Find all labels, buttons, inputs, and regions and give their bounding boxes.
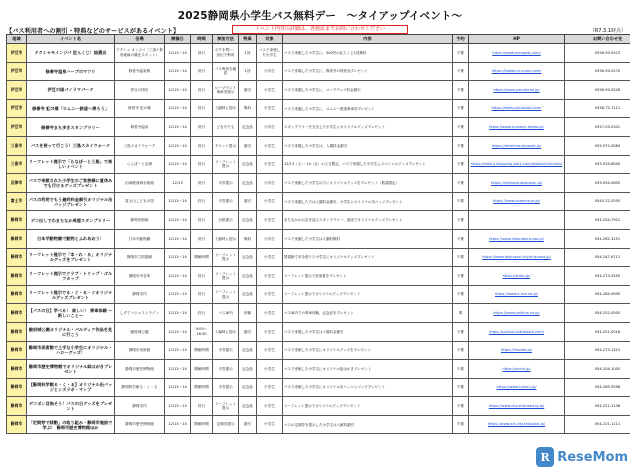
row-perk: 記念品 [239, 360, 257, 379]
table-row [7, 44, 631, 63]
row-time: 終日 [191, 267, 213, 286]
row-event-name: バスを使って行こう！三島スカイウォーク [27, 136, 115, 155]
row-contact: 054-273-1515 [565, 341, 631, 360]
row-contact: 054-252-0505 [565, 304, 631, 323]
header-perk: 特典 [239, 35, 257, 44]
row-venue: 静岡市内 [115, 285, 165, 304]
row-contact: 0558-99-0228 [565, 81, 631, 100]
row-area: 伊豆市 [7, 118, 27, 137]
row-contact: 054-262-3251 [565, 229, 631, 248]
row-date: 12/13〜14 [165, 378, 191, 397]
row-area: 静岡市 [7, 248, 27, 267]
row-target: 小学生 [257, 174, 283, 193]
row-venue: ららぽーと沼津 [115, 155, 165, 174]
table-row [7, 322, 631, 341]
row-reserve: 不要 [453, 192, 469, 211]
row-venue: 静岡市美術館 [115, 341, 165, 360]
row-target: 小学生 [257, 267, 283, 286]
row-time: 9:00〜16:30 [191, 322, 213, 341]
row-content: リーフレット提示でオリジナルグッズプレゼント [283, 285, 453, 304]
row-event-name: 静岡市美術館で上手な小学生にオリジナル・ハローグッズ！ [27, 341, 115, 360]
row-date: 12/13〜14 [165, 62, 191, 81]
row-date: 12/13〜14 [165, 155, 191, 174]
row-time: 終日 [191, 304, 213, 323]
row-date: 12/13〜14 [165, 415, 191, 434]
row-hp-link[interactable]: https://www.art.city.shizuoka.jp/ [469, 415, 565, 434]
row-contact: 055-929-8000 [565, 155, 631, 174]
row-hp-link[interactable]: https://mishima-skywalk.jp/ [469, 136, 565, 155]
table-row [7, 360, 631, 379]
row-venue: 修善寺温泉 [115, 118, 165, 137]
header-content: 内容 [283, 35, 453, 44]
row-target: 小学生 [257, 285, 283, 304]
row-date: 12/13〜14 [165, 248, 191, 267]
table-row [7, 378, 631, 397]
row-target: 小学生 [257, 304, 283, 323]
header-area: 地域 [7, 35, 27, 44]
row-hp-link[interactable]: https://kobito.hi-craen.com/ [469, 62, 565, 81]
row-method: 半券提示 [213, 341, 239, 360]
table-header-row [7, 35, 631, 44]
row-perk: 記念品 [239, 341, 257, 360]
row-target: 小学生 [257, 81, 283, 100]
table-row [7, 192, 631, 211]
row-event-name: 【静岡科学館る・く・る】オリジナル缶バッジとシズラボ・マップ [27, 378, 115, 397]
row-time: 終日 [191, 192, 213, 211]
row-perk: 割引 [239, 81, 257, 100]
row-method: リーフレット提示 [213, 248, 239, 267]
row-hp-link[interactable]: https://www.orangest.com/ [469, 44, 565, 63]
row-area: 静岡市 [7, 397, 27, 416]
row-target: 小学生 [257, 229, 283, 248]
row-contact: 054-289-3598 [565, 378, 631, 397]
row-target: 小学生 [257, 192, 283, 211]
row-reserve: 不要 [453, 378, 469, 397]
row-method: 半券提示 [213, 174, 239, 193]
row-time: 開館時間 [191, 378, 213, 397]
row-contact: 054-273-3555 [565, 267, 631, 286]
row-perk: 記念品 [239, 118, 257, 137]
header-venue: 会場 [115, 35, 165, 44]
table-row [7, 304, 631, 323]
row-event-name: 修善寺温泉ハーブのマツリ [27, 62, 115, 81]
row-content: バスで来園した方は入園料金割引、小学生にオリジナル缶バッジプレゼント [283, 192, 453, 211]
row-date: 12/13〜14 [165, 118, 191, 137]
row-method: ロープウェイ乗車券提示 [213, 81, 239, 100]
row-date: 12/13〜14 [165, 211, 191, 230]
row-reserve: 不要 [453, 248, 469, 267]
row-method: リーフレット提示 [213, 285, 239, 304]
row-time: 終日 [191, 155, 213, 174]
table-row [7, 285, 631, 304]
page-title: 2025静岡県小学生バス無料デー ～タイアップイベント～ [177, 10, 463, 22]
row-venue: 富士山こどもの国 [115, 192, 165, 211]
row-time: 終日 [191, 44, 213, 63]
row-perk: 記念品 [239, 174, 257, 193]
resemom-logo-text: ReseMom [557, 449, 628, 465]
header-reserve: 予約 [453, 35, 469, 44]
row-area: 静岡市 [7, 285, 27, 304]
row-target: バスで来館した小学生 [257, 44, 283, 63]
row-venue: 静岡市歴史博物館 [115, 360, 165, 379]
row-contact: 054-254-7921 [565, 211, 631, 230]
row-date: 12/13〜14 [165, 341, 191, 360]
row-hp-link[interactable]: https://www.rukuru.jp/ [469, 378, 565, 397]
row-venue: しずてつジャストライン [115, 304, 165, 323]
row-time: 終日 [191, 81, 213, 100]
row-area: 伊豆市 [7, 81, 27, 100]
row-perk: 記念品 [239, 211, 257, 230]
row-content: バスで来館した小学生にオリジナル絵はがきプレゼント [283, 360, 453, 379]
resemom-watermark [536, 447, 628, 467]
row-hp-link[interactable]: https://shizubi.jp/ [469, 341, 565, 360]
row-target: 小学生 [257, 322, 283, 341]
row-venue: 静岡市歴史博物館 [115, 415, 165, 434]
row-target: 小学生 [257, 136, 283, 155]
row-method: バス利用を確認 [213, 62, 239, 81]
row-content: 12/13（土）・14（日）の土日限定、バスで来場した小学生にスペシャルグッズプレゼント [283, 155, 453, 174]
header-date: 開催日 [165, 35, 191, 44]
row-perk: 無料 [239, 229, 257, 248]
header-method: 参加方法 [213, 35, 239, 44]
row-contact: 0558-99-0270 [565, 62, 631, 81]
row-hp-link[interactable] [469, 211, 565, 230]
row-perk: 体験 [239, 304, 257, 323]
row-event-name: デコ出しでわまちなか周遊スタンプラリー [27, 211, 115, 230]
row-area: 静岡市 [7, 211, 27, 230]
row-target: 小学生 [257, 397, 283, 416]
row-event-name: 駿府城公園オリジナル・バルディア作品を見に行こう [27, 322, 115, 341]
row-date: 12/13〜14 [165, 267, 191, 286]
table-row [7, 397, 631, 416]
row-area: 伊豆市 [7, 99, 27, 118]
table-row [7, 211, 631, 230]
row-date: 12/13〜14 [165, 81, 191, 100]
row-event-name: 修善寺 虹の郷「ロムニー鉄道ヘ乗ろう」 [27, 99, 115, 118]
row-perk: 記念品 [239, 267, 257, 286]
row-event-name: 「定期券で移動」の取り組み・静岡市施設で学ぶ！ 静岡市歴史博物館ほか [27, 415, 115, 434]
row-date: 12/13〜14 [165, 322, 191, 341]
row-content: バスで来園した小学生は入園料無料 [283, 229, 453, 248]
row-perk: 割引 [239, 136, 257, 155]
row-reserve: 不要 [453, 285, 469, 304]
row-contact: 054-221-1136 [565, 397, 631, 416]
row-event-name: リーフレット提示でる・ぐ・る・ぐオリジナルグッズプレゼント [27, 285, 115, 304]
table-row [7, 341, 631, 360]
row-method: チケット提示 [213, 136, 239, 155]
row-area: 静岡市 [7, 267, 27, 286]
row-venue: 駿府城公園 [115, 322, 165, 341]
row-hp-link[interactable]: https://www.city.shizuoka.lg.jp/ [469, 397, 565, 416]
row-content: スタンプラリーを完走した小学生にオリジナルグッズプレゼント [283, 118, 453, 137]
row-content: バスで来館した小学生の方にオリジナルグッズをプレゼント（数量限定） [283, 174, 453, 193]
row-date: 12/13〜14 [165, 99, 191, 118]
row-target: 小学生 [257, 415, 283, 434]
header-hp: HP [469, 35, 565, 44]
row-area: 静岡市 [7, 304, 27, 323]
row-content: リーフレット提示でオリジナルグッズプレゼント [283, 397, 453, 416]
row-venue: 静岡科学館る・く・る [115, 378, 165, 397]
row-reserve: 不要 [453, 44, 469, 63]
row-target: 小学生 [257, 341, 283, 360]
row-event-name: リーフレット提示で「本・れ・る」オリジナルグッズをプレゼント [27, 248, 115, 267]
row-event-name: テクシャモインジパ 匠んくじ！抽選会 [27, 44, 115, 63]
row-content: バスで来場した小学生に、修善寺の特産品プレゼント [283, 62, 453, 81]
row-venue: 静岡市内各所 [115, 267, 165, 286]
table-row [7, 248, 631, 267]
row-venue: テクシャ オンジパ（三島+賀茂地域の観光スポット） [115, 44, 165, 63]
row-venue: 三島スカイウォーク [115, 136, 165, 155]
row-area: 三島市 [7, 136, 27, 155]
row-area: 沼津市 [7, 174, 27, 193]
row-reserve: 不要 [453, 211, 469, 230]
table-row [7, 118, 631, 137]
row-reserve: 不要 [453, 360, 469, 379]
row-content: バスで来館した小学生に、300円の匠んくじ1回無料 [283, 44, 453, 63]
row-time: 終日 [191, 174, 213, 193]
header-contact: お問い合わせ先 [565, 35, 631, 44]
row-hp-link[interactable]: https://www.syuzenji-kanko.jp/ [469, 118, 565, 137]
row-venue: 静岡市立図書館 [115, 248, 165, 267]
row-reserve: 不要 [453, 118, 469, 137]
row-reserve: 要 [453, 304, 469, 323]
row-venue: 修善寺 虹の郷 [115, 99, 165, 118]
row-venue: 伊豆の国市 [115, 81, 165, 100]
row-contact: 0545-22-5555 [565, 192, 631, 211]
row-perk: 記念品 [239, 285, 257, 304]
row-event-name: リーフレット提示でクラブ・トリップ・ゴルフカップ [27, 267, 115, 286]
section-heading: 【バス利用者への割引・特典などのサービスがあるイベント】 [6, 28, 180, 35]
row-date: 12/13〜14 [165, 44, 191, 63]
row-method: リーフレット提示 [213, 397, 239, 416]
row-method: 入場時に提示 [213, 322, 239, 341]
table-row [7, 99, 631, 118]
row-content: バスで来場した小学生は入場料金割引 [283, 322, 453, 341]
row-target: 小学生 [257, 211, 283, 230]
row-method: 入園時に提示 [213, 99, 239, 118]
row-hp-link[interactable]: https://mitsui-shopping-park.com/lalaport/numazu/ [469, 155, 565, 174]
notice-box: イベント内容の詳細は、各施設までお問い合わせください [232, 25, 408, 34]
row-perk: 割引 [239, 192, 257, 211]
row-hp-link[interactable]: https://www.kodomo.or.jp/ [469, 192, 565, 211]
row-perk: 1回 [239, 62, 257, 81]
date-note: （R7.3.1時点） [589, 28, 626, 34]
table-row [7, 155, 631, 174]
row-area: 静岡市 [7, 360, 27, 379]
row-reserve: 不要 [453, 341, 469, 360]
row-target: 小学生 [257, 62, 283, 81]
row-date: 12/13〜14 [165, 285, 191, 304]
row-event-name: リーフレット提示で「らなぽーと三島」で楽しいイベント [27, 155, 115, 174]
row-time: 開館時間 [191, 415, 213, 434]
row-method: リーフレット提示 [213, 267, 239, 286]
row-date: 12/13〜14 [165, 229, 191, 248]
row-method: 半券提示 [213, 378, 239, 397]
row-reserve: 不要 [453, 99, 469, 118]
table-row [7, 136, 631, 155]
table-row [7, 229, 631, 248]
row-date: 12/13〜14 [165, 360, 191, 379]
table-row [7, 174, 631, 193]
row-perk: 1回 [239, 44, 257, 63]
row-content: バスで来館した小学生にオリジナル缶バッジとマッププレゼント [283, 378, 453, 397]
row-venue: 日本平動物園 [115, 229, 165, 248]
row-target: 小学生 [257, 378, 283, 397]
header-time: 時間 [191, 35, 213, 44]
row-time: 終日 [191, 136, 213, 155]
row-content: バスで来館した小学生にオリジナルグッズをプレゼント [283, 341, 453, 360]
row-hp-link[interactable]: https://www.nijinosato.com/ [469, 99, 565, 118]
events-table-wrapper [6, 34, 630, 470]
row-reserve: 不要 [453, 229, 469, 248]
row-area: 静岡市 [7, 378, 27, 397]
row-date: 12/13〜14 [165, 192, 191, 211]
row-perk: 記念品 [239, 248, 257, 267]
row-reserve: 不要 [453, 267, 469, 286]
row-venue: 沼津港深海水族館 [115, 174, 165, 193]
row-contact: 0558-72-7111 [565, 99, 631, 118]
row-time: 開館時間 [191, 360, 213, 379]
row-contact: 055-972-0084 [565, 136, 631, 155]
row-area: 伊豆市 [7, 62, 27, 81]
row-method: 半券提示 [213, 192, 239, 211]
row-perk: 記念品 [239, 378, 257, 397]
row-contact: 0557-03-5301 [565, 118, 631, 137]
table-row [7, 62, 631, 81]
row-area: 伊豆市 [7, 44, 27, 63]
row-event-name: バスの利用でもう最終料金割引オリジナル缶バッジプレゼント [27, 192, 115, 211]
row-method: ボクを買い、宣伝で利用 [213, 44, 239, 63]
row-venue: 静岡市内 [115, 397, 165, 416]
row-time: 開館時間 [191, 248, 213, 267]
table-row [7, 267, 631, 286]
row-contact: 0558-99-0523 [565, 44, 631, 63]
row-target: 小学生 [257, 248, 283, 267]
row-hp-link[interactable]: https://shinkaisuizokukan.jp/ [469, 174, 565, 193]
row-time: 終日 [191, 62, 213, 81]
row-hp-link[interactable]: https://shizu.jp/ [469, 267, 565, 286]
row-content: バスの定期券を提示した小学生は入館料割引 [283, 415, 453, 434]
row-venue: 修善寺温泉街 [115, 62, 165, 81]
row-contact: 054-204-1005 [565, 360, 631, 379]
row-area: 静岡市 [7, 341, 27, 360]
row-method: 定期券提示 [213, 415, 239, 434]
row-time: 終日 [191, 397, 213, 416]
row-venue: 静岡市街地 [115, 211, 165, 230]
row-target: 小学生 [257, 118, 283, 137]
row-reserve: 不要 [453, 174, 469, 193]
row-content: バス車内での乗車体験、記念品をプレゼント [283, 304, 453, 323]
row-method: 半券提示 [213, 360, 239, 379]
row-hp-link[interactable]: https://www.nihondaira-zoo.jp/ [469, 229, 565, 248]
row-perk: 割引 [239, 415, 257, 434]
row-reserve: 不要 [453, 155, 469, 174]
row-reserve: 不要 [453, 397, 469, 416]
row-area: 三島市 [7, 155, 27, 174]
row-area: 静岡市 [7, 322, 27, 341]
header-target: 対象 [257, 35, 283, 44]
row-hp-link[interactable]: https://www.justline.co.jp/ [469, 304, 565, 323]
row-area: 静岡市 [7, 415, 27, 434]
row-hp-link[interactable]: https://www.s-kurura.jp/ [469, 285, 565, 304]
row-event-name: 修善寺まち歩きスタンプラリー [27, 118, 115, 137]
row-method: 台紙提示 [213, 211, 239, 230]
row-contact: 054-284-0930 [565, 285, 631, 304]
row-time: 終日 [191, 118, 213, 137]
row-contact: 054-251-0016 [565, 322, 631, 341]
row-area: 富士市 [7, 192, 27, 211]
row-content: バスで来園した小学生に、ロムニー鉄道乗車券プレゼント [283, 99, 453, 118]
row-content: リーフレット提示で参加賞をプレゼント [283, 267, 453, 286]
row-target: 小学生 [257, 360, 283, 379]
table-row [7, 415, 631, 434]
table-row [7, 81, 631, 100]
row-content: 図書館で本を借りた小学生にオリジナルグッズプレゼント [283, 248, 453, 267]
row-date: 12/13〜14 [165, 397, 191, 416]
row-perk: 割引 [239, 322, 257, 341]
row-event-name: 伊豆の国パノラマパーク [27, 81, 115, 100]
row-contact: 054-221-1111 [565, 415, 631, 434]
row-reserve: 不要 [453, 415, 469, 434]
row-reserve: 不要 [453, 62, 469, 81]
row-content: まちなかのお店を巡るスタンプラリー、達成でオリジナルグッズプレゼント [283, 211, 453, 230]
row-target: 小学生 [257, 99, 283, 118]
row-time: 終日 [191, 99, 213, 118]
row-hp-link[interactable]: https://sumpu-castlepark.com/ [469, 322, 565, 341]
row-event-name: 日本平動物園で動物とふれあおう！ [27, 229, 115, 248]
row-area: 静岡市 [7, 229, 27, 248]
row-event-name: デコポン目指そう！バスの日グッズをプレゼント [27, 397, 115, 416]
row-reserve: 不要 [453, 136, 469, 155]
row-hp-link[interactable]: https://www.toshokan.city.shizuoka.jp/ [469, 248, 565, 267]
table-body [7, 44, 631, 434]
resemom-logo-icon: R [536, 447, 554, 467]
row-content: バスで来園した小学生に、ロープウェイ料金割引 [283, 81, 453, 100]
row-date: 12/13〜14 [165, 304, 191, 323]
row-perk: 記念品 [239, 397, 257, 416]
row-content: バスで来場した小学生は、入場料金割引 [283, 136, 453, 155]
row-contact: 055-954-0605 [565, 174, 631, 193]
row-time: 開館時間 [191, 341, 213, 360]
row-reserve: 不要 [453, 322, 469, 341]
events-table [6, 34, 630, 434]
row-method: バス車内 [213, 304, 239, 323]
row-contact: 054-247-6711 [565, 248, 631, 267]
row-event-name: 静岡市歴史博物館でオリジナル絵はがきプレゼント [27, 360, 115, 379]
row-perk: 記念品 [239, 155, 257, 174]
row-hp-link[interactable]: https://scmh.jp/ [469, 360, 565, 379]
row-method: リーフレット提示 [213, 155, 239, 174]
row-time: 終日 [191, 229, 213, 248]
row-date: 12/13〜14 [165, 136, 191, 155]
row-time: 終日 [191, 211, 213, 230]
row-method: どなたでも [213, 118, 239, 137]
row-date: 12/13 [165, 174, 191, 193]
row-event-name: 【バスの日】学べる！ 楽しい！ 乗車体験 ～新しいこと～ [27, 304, 115, 323]
row-perk: 無料 [239, 99, 257, 118]
row-method: 入園時に提示 [213, 229, 239, 248]
row-target: 小学生 [257, 155, 283, 174]
row-time: 終日 [191, 285, 213, 304]
row-event-name: バスで来館された小学生のご家族様に夏休みでも行けるグッズプレゼント [27, 174, 115, 193]
row-reserve: 不要 [453, 81, 469, 100]
row-hp-link[interactable]: https://www.yomiturioi.jp/ [469, 81, 565, 100]
header-event: イベント名 [27, 35, 115, 44]
